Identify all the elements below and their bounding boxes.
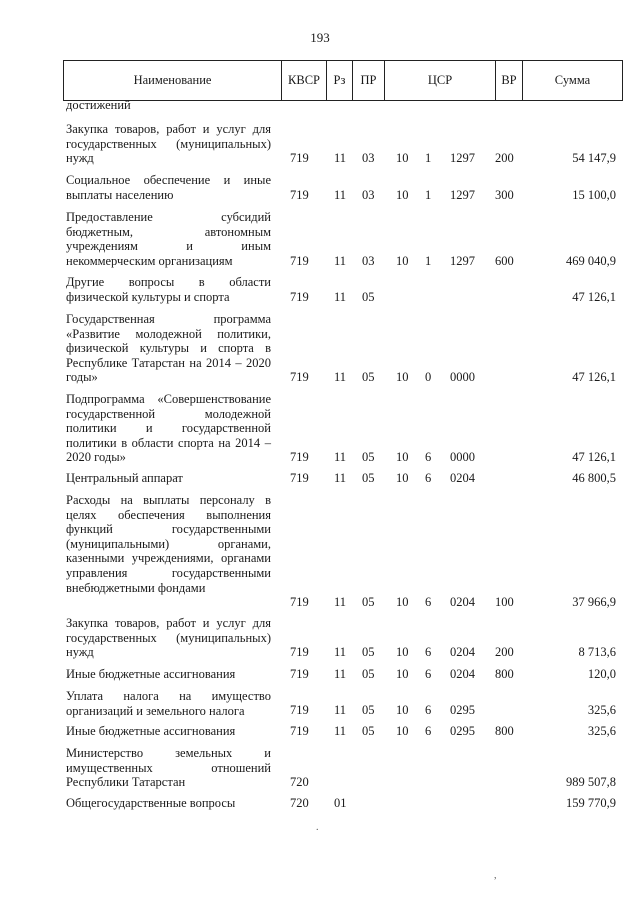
- row-kvsr: 719: [290, 450, 309, 464]
- row-csr-subprogram: 6: [425, 667, 432, 681]
- row-vr: 300: [495, 188, 514, 202]
- header-csr: ЦСР: [427, 73, 453, 87]
- row-sum: 47 126,1: [572, 370, 616, 384]
- row-sum: 325,6: [587, 724, 616, 738]
- row-rz: 11: [334, 724, 347, 738]
- row-kvsr: 720: [290, 775, 309, 789]
- row-csr-program: 10: [396, 450, 409, 464]
- row-name: достижений: [66, 98, 131, 112]
- table-row: [0, 493, 640, 609]
- row-kvsr: 719: [290, 254, 309, 268]
- table-row: [0, 667, 640, 683]
- table-row: [0, 122, 640, 166]
- row-csr-subprogram: 6: [425, 724, 432, 738]
- row-vr: 100: [495, 595, 514, 609]
- row-rz: 11: [334, 667, 347, 681]
- header-rz: Рз: [333, 73, 346, 87]
- row-csr-subprogram: 1: [425, 151, 432, 165]
- row-name: Государственная программа «Развитие молодежной политики, физической культуры и спорта в Республике Татарстан на 2014 – 2020 годы»: [66, 312, 271, 385]
- row-rz: 11: [334, 703, 347, 717]
- table-row: [0, 796, 640, 812]
- row-pr: 05: [362, 370, 375, 384]
- row-name: Закупка товаров, работ и услуг для государственных (муниципальных) нужд: [66, 616, 271, 660]
- row-kvsr: 719: [290, 290, 309, 304]
- table-row: [0, 471, 640, 487]
- row-kvsr: 719: [290, 471, 309, 485]
- row-pr: 03: [362, 151, 375, 165]
- row-csr-program: 10: [396, 724, 409, 738]
- row-sum: 47 126,1: [572, 290, 616, 304]
- row-sum: 989 507,8: [566, 775, 616, 789]
- scan-mark: .: [316, 822, 319, 833]
- table-row: [0, 312, 640, 386]
- row-kvsr: 719: [290, 645, 309, 659]
- row-name: Центральный аппарат: [66, 471, 183, 485]
- row-vr: 600: [495, 254, 514, 268]
- row-rz: 11: [334, 471, 347, 485]
- row-pr: 05: [362, 595, 375, 609]
- row-csr-program: 10: [396, 370, 409, 384]
- row-name: Иные бюджетные ассигнования: [66, 724, 236, 738]
- row-csr-subprogram: 6: [425, 703, 432, 717]
- row-csr-subprogram: 6: [425, 645, 432, 659]
- row-vr: 800: [495, 667, 514, 681]
- row-csr-subprogram: 1: [425, 188, 432, 202]
- row-sum: 47 126,1: [572, 450, 616, 464]
- row-csr-code: 0295: [450, 703, 475, 717]
- row-pr: 05: [362, 667, 375, 681]
- header-vr: ВР: [501, 73, 517, 87]
- row-csr-subprogram: 6: [425, 471, 432, 485]
- row-sum: 325,6: [587, 703, 616, 717]
- row-vr: 200: [495, 645, 514, 659]
- row-pr: 05: [362, 290, 375, 304]
- row-rz: 11: [334, 595, 347, 609]
- row-csr-program: 10: [396, 254, 409, 268]
- row-name: Подпрограмма «Совершенствование государственной молодежной политики и государственной политики в области спорта на 2014 – 2020 годы»: [66, 392, 271, 465]
- row-csr-program: 10: [396, 471, 409, 485]
- row-csr-subprogram: 1: [425, 254, 432, 268]
- row-csr-program: 10: [396, 151, 409, 165]
- row-csr-code: 0204: [450, 667, 475, 681]
- row-kvsr: 719: [290, 703, 309, 717]
- row-rz: 01: [334, 796, 347, 810]
- table-row: [0, 173, 640, 203]
- row-rz: 11: [334, 290, 347, 304]
- row-csr-program: 10: [396, 667, 409, 681]
- row-csr-subprogram: 6: [425, 595, 432, 609]
- row-csr-code: 0204: [450, 645, 475, 659]
- scan-mark: ,: [494, 870, 497, 881]
- row-pr: 03: [362, 188, 375, 202]
- row-csr-code: 0295: [450, 724, 475, 738]
- header-name: Наименование: [133, 73, 212, 87]
- row-name: Социальное обеспечение и иные выплаты населению: [66, 173, 271, 202]
- row-kvsr: 719: [290, 151, 309, 165]
- row-csr-program: 10: [396, 595, 409, 609]
- row-kvsr: 719: [290, 188, 309, 202]
- row-csr-subprogram: 0: [425, 370, 432, 384]
- row-name: Иные бюджетные ассигнования: [66, 667, 236, 681]
- row-name: Предоставление субсидий бюджетным, автономным учреждениям и иным некоммерческим организациям: [66, 210, 271, 268]
- row-sum: 120,0: [587, 667, 616, 681]
- row-csr-subprogram: 6: [425, 450, 432, 464]
- row-sum: 15 100,0: [572, 188, 616, 202]
- row-pr: 05: [362, 471, 375, 485]
- row-name: Уплата налога на имущество организаций и земельного налога: [66, 689, 271, 718]
- row-csr-program: 10: [396, 703, 409, 717]
- row-sum: 37 966,9: [572, 595, 616, 609]
- table-row: [0, 746, 640, 790]
- table-row: [0, 210, 640, 269]
- header-kvsr: КВСР: [288, 73, 320, 87]
- row-pr: 05: [362, 703, 375, 717]
- row-kvsr: 719: [290, 595, 309, 609]
- row-kvsr: 719: [290, 370, 309, 384]
- row-csr-code: 0204: [450, 595, 475, 609]
- row-kvsr: 720: [290, 796, 309, 810]
- header-sum: Сумма: [554, 73, 591, 87]
- row-csr-program: 10: [396, 188, 409, 202]
- table-row: [0, 616, 640, 660]
- row-csr-program: 10: [396, 645, 409, 659]
- row-pr: 05: [362, 724, 375, 738]
- row-pr: 03: [362, 254, 375, 268]
- row-name: Общегосударственные вопросы: [66, 796, 236, 810]
- page-number: 193: [310, 30, 330, 45]
- row-rz: 11: [334, 254, 347, 268]
- header-pr: ПР: [360, 73, 377, 87]
- row-kvsr: 719: [290, 667, 309, 681]
- row-csr-code: 0204: [450, 471, 475, 485]
- row-csr-code: 1297: [450, 188, 475, 202]
- row-name: Расходы на выплаты персоналу в целях обеспечения выполнения функций государственными (муниципальными) органами, казенными учреждениями, органами управления государственными внебюджетными фондами: [66, 493, 271, 595]
- row-pr: 05: [362, 450, 375, 464]
- table-row: [0, 392, 640, 466]
- row-name: Министерство земельных и имущественных отношений Республики Татарстан: [66, 746, 271, 790]
- row-csr-code: 1297: [450, 151, 475, 165]
- row-sum: 8 713,6: [578, 645, 616, 659]
- row-rz: 11: [334, 450, 347, 464]
- row-kvsr: 719: [290, 724, 309, 738]
- row-rz: 11: [334, 645, 347, 659]
- row-sum: 159 770,9: [566, 796, 616, 810]
- row-sum: 469 040,9: [566, 254, 616, 268]
- row-vr: 200: [495, 151, 514, 165]
- table-row: [0, 275, 640, 305]
- row-rz: 11: [334, 188, 347, 202]
- table-header: [63, 60, 623, 101]
- row-sum: 54 147,9: [572, 151, 616, 165]
- table-row: [0, 689, 640, 719]
- row-csr-code: 0000: [450, 370, 475, 384]
- row-rz: 11: [334, 151, 347, 165]
- table-row: [0, 724, 640, 740]
- row-pr: 05: [362, 645, 375, 659]
- row-sum: 46 800,5: [572, 471, 616, 485]
- row-vr: 800: [495, 724, 514, 738]
- row-csr-code: 0000: [450, 450, 475, 464]
- row-name: Другие вопросы в области физической культуры и спорта: [66, 275, 271, 304]
- row-name: Закупка товаров, работ и услуг для государственных (муниципальных) нужд: [66, 122, 271, 166]
- table-row: [0, 98, 640, 114]
- row-csr-code: 1297: [450, 254, 475, 268]
- row-rz: 11: [334, 370, 347, 384]
